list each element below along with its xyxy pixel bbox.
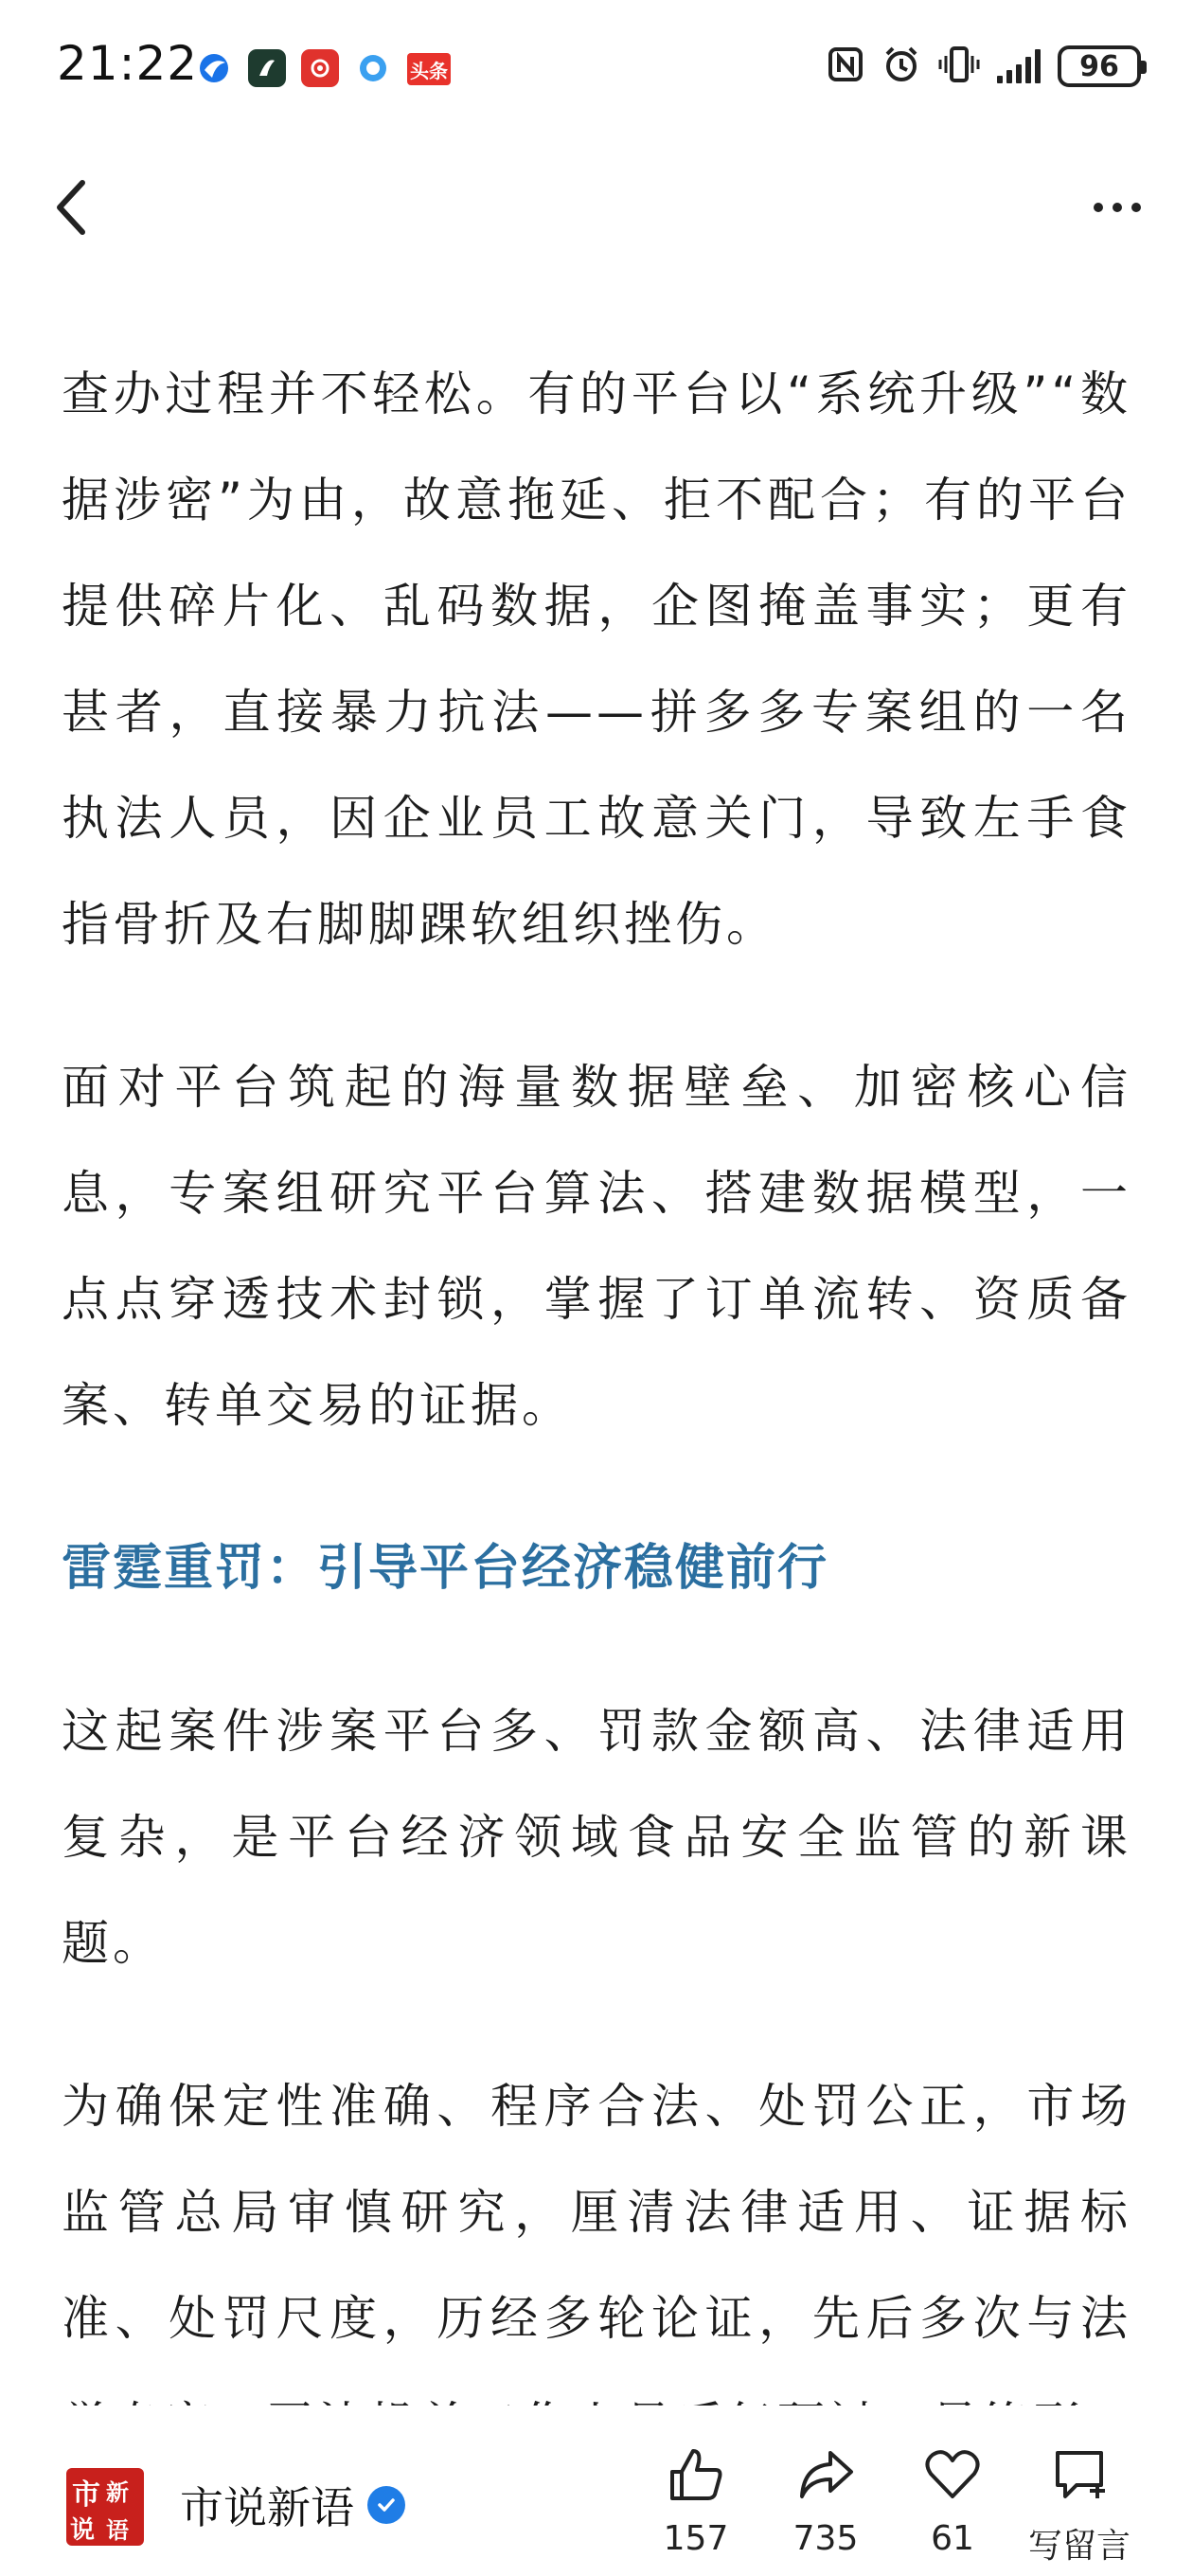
vibrate-icon — [938, 45, 980, 88]
bottom-action-bar — [0, 2406, 1193, 2576]
top-nav-bar — [0, 152, 1193, 265]
like-button[interactable] — [639, 2443, 753, 2567]
article-paragraph-4: 为确保定性准确、程序合法、处罚公正，市场监管总局审慎研究，厘清法律适用、证据标准、处罚尺度，历经多轮论证，先后多次与法 — [62, 2079, 1131, 2346]
back-button[interactable] — [28, 165, 114, 250]
svg-text:新: 新 — [106, 2478, 129, 2506]
more-dots-icon — [1094, 203, 1103, 212]
toutiao-label: 头条 — [410, 59, 448, 82]
favorite-button[interactable] — [896, 2443, 1009, 2567]
article-paragraph-3: 这起案件涉案平台多、罚款金额高、法律适用复杂，是平台经济领域食品安全监管的新课题。 — [62, 1704, 1131, 1971]
author-logo[interactable] — [66, 2468, 144, 2546]
more-button[interactable] — [1070, 165, 1165, 250]
write-comment-button[interactable] — [1023, 2443, 1136, 2567]
signal-icon — [997, 49, 1041, 83]
share-button[interactable] — [769, 2443, 882, 2567]
battery-level: 96 — [1079, 49, 1119, 83]
alarm-icon — [881, 45, 921, 88]
article-body — [62, 341, 1131, 2406]
article-paragraph-1: 查办过程并不轻松。有的平台以“系统升级”“数据涉密”为由，故意拖延、拒不配合；有的平台提供碎片化、乱码数据，企图掩盖事实；更有甚者，直接暴力抗法——拼多多专案组的一名执法人员，因企业员工故意关门，导致左手食指骨折及右脚脚踝软组织挫伤。 — [62, 367, 1131, 952]
toutiao-icon — [407, 53, 451, 85]
qq-browser-icon — [354, 49, 392, 87]
verified-badge-icon — [367, 2486, 405, 2524]
browser-icon — [195, 49, 233, 87]
author-name-row[interactable] — [180, 2474, 405, 2536]
like-count: 157 — [663, 2519, 729, 2558]
share-arrow-icon — [794, 2443, 857, 2506]
article-paragraph-2: 面对平台筑起的海量数据壁垒、加密核心信息，专案组研究平台算法、搭建数据模型，一点点穿透技术封锁，掌握了订单流转、资质备案、转单交易的证据。 — [62, 1060, 1131, 1433]
thumbs-up-icon — [665, 2443, 727, 2506]
battery-indicator — [1058, 45, 1141, 87]
nfc-icon — [827, 45, 864, 87]
status-right-icons — [827, 44, 1141, 89]
status-bar — [0, 0, 1193, 142]
svg-text:说: 说 — [70, 2516, 96, 2545]
svg-text:语: 语 — [106, 2516, 129, 2544]
author-logo-mark — [66, 2474, 144, 2546]
comment-icon — [1048, 2443, 1111, 2506]
app-icon-dark — [248, 49, 286, 87]
svg-text:市: 市 — [72, 2478, 100, 2512]
author-name: 市说新语 — [180, 2482, 354, 2533]
favorite-count: 61 — [931, 2519, 974, 2558]
comment-label: 写留言 — [1027, 2527, 1131, 2566]
back-arrow-icon — [52, 177, 90, 238]
heart-icon — [921, 2443, 984, 2506]
section-heading: 雷霆重罚：引导平台经济稳健前行 — [62, 1540, 829, 1597]
status-time: 21:22 — [57, 36, 199, 91]
share-count: 735 — [792, 2519, 859, 2558]
huawei-app-icon — [301, 49, 339, 87]
